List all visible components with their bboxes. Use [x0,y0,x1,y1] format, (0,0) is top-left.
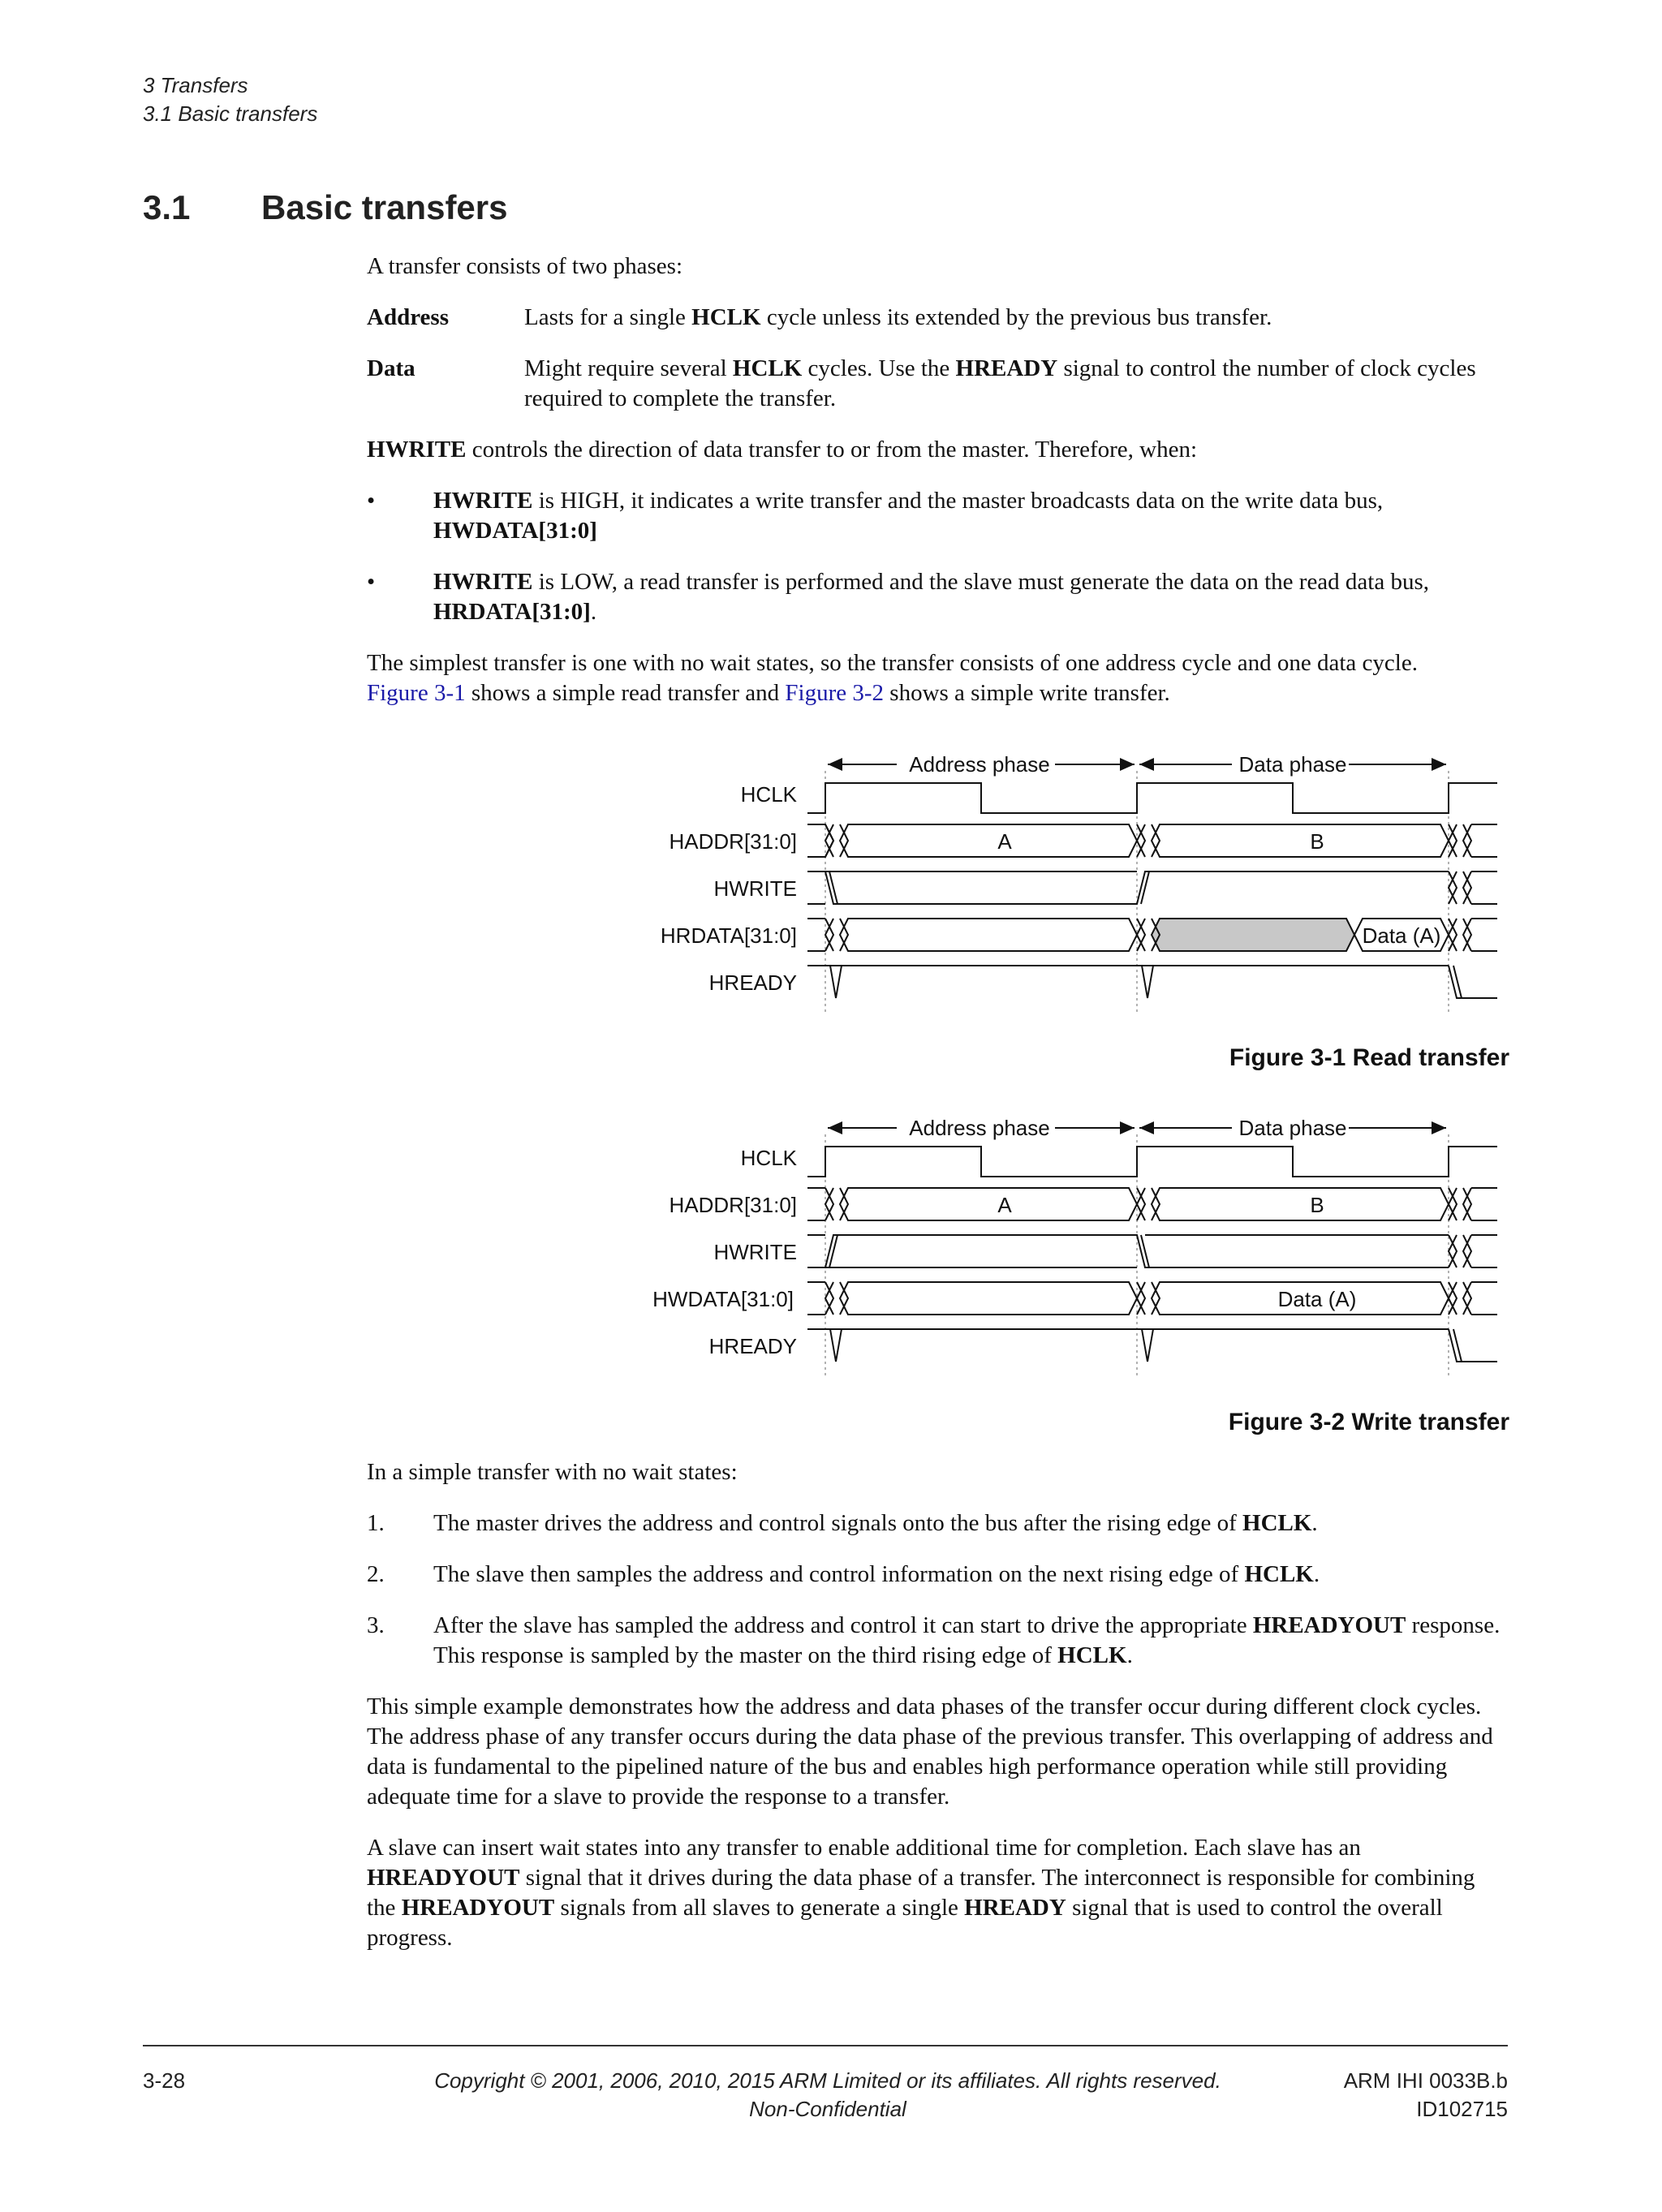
phase-description: Lasts for a single HCLK cycle unless its extended by the previous bus transfer. [524,304,1272,330]
bullet-text: HWRITE is HIGH, it indicates a write transfer and the master broadcasts data on the write data bus, HWDATA[31:0] [433,488,1384,544]
write-timing-diagram [625,1110,1509,1386]
haddr-waveform [807,824,1497,857]
bullet-marker: • [367,569,376,595]
bullet-item [367,486,1507,546]
header-section: 3.1 Basic transfers [143,101,318,126]
bullet-item [367,567,1507,627]
read-timing-diagram [625,747,1509,1022]
haddr-waveform [807,1188,1497,1220]
footer-copyright: Copyright © 2001, 2006, 2010, 2015 ARM Limited or its affiliates. All rights reserved. [434,2068,1221,2093]
hwrite-waveform [807,871,1497,904]
hready-waveform [807,966,1497,998]
footer-page-number: 3-28 [143,2068,186,2093]
section-number: 3.1 [143,188,191,226]
wait-states-paragraph: A slave can insert wait states into any transfer to enable additional time for completion. Each slave has an HREADYOUT signal that it drives during the data phase of a transfer. The interconnect is responsible for combining the HREADYOUT signals from all slaves to generate a single HREADY signal that is used to control the overall progress. [367,1835,1475,1951]
signal-label-hready: HREADY [708,970,797,995]
haddr-value-b: B [1310,829,1324,854]
intro-block [367,252,1507,708]
phase-term: Address [367,304,449,330]
phase-data-definition [367,354,1507,414]
hready-waveform [807,1329,1497,1362]
haddr-value-b: B [1310,1193,1324,1217]
signal-label-haddr: HADDR[31:0] [669,829,797,854]
signal-label-hclk: HCLK [740,782,797,807]
step-item [367,1560,1507,1590]
bullet-text: HWRITE is LOW, a read transfer is performed and the slave must generate the data on the read data bus, HRDATA[31:0]. [433,569,1430,625]
phase-address-definition [367,303,1507,333]
signal-label-hclk: HCLK [740,1146,797,1170]
phase-term: Data [367,355,416,381]
bullet-marker: • [367,488,376,514]
figure-read-transfer [625,747,1509,1022]
address-phase-label: Address phase [909,1116,1050,1140]
figure-write-transfer [625,1110,1509,1386]
phase-description: Might require several HCLK cycles. Use the HREADY signal to control the number of clock cycles required to complete the transfer. [524,355,1476,411]
example-paragraph: This simple example demonstrates how the address and data phases of the transfer occur during different clock cycles. The address phase of any transfer occurs during the data phase of the previous transfer. This overlapping of address and data is fundamental to the pipelined nature of the bus and enables high performance operation while still providing adequate time for a slave to provide the response to a transfer. [367,1693,1493,1810]
figure-3-2-link[interactable]: Figure 3-2 [785,680,885,706]
running-header [143,71,317,128]
hwrite-waveform [807,1235,1497,1267]
hrdata-value: Data (A) [1362,923,1441,948]
signal-label-hwdata: HWDATA[31:0] [652,1287,794,1311]
haddr-value-a: A [997,1193,1012,1217]
step-marker: 2. [367,1561,385,1587]
address-phase-label: Address phase [909,752,1050,777]
footer-doc-id: ARM IHI 0033B.b [1343,2068,1508,2093]
step-marker: 3. [367,1612,385,1638]
footer-issue-id: ID102715 [1416,2097,1508,2121]
signal-label-hrdata: HRDATA[31:0] [660,923,797,948]
signal-label-hwrite: HWRITE [713,1240,797,1264]
hwdata-waveform [807,1282,1497,1315]
hclk-waveform [807,783,1497,813]
haddr-value-a: A [997,829,1012,854]
footer-doc-info [1344,2067,1508,2124]
step-marker: 1. [367,1510,385,1536]
data-phase-label: Data phase [1238,1116,1347,1140]
footer-rule [143,2045,1508,2046]
step-item [367,1611,1507,1671]
step-text: The slave then samples the address and control information on the next rising edge of HCLK. [433,1561,1320,1587]
footer-center [357,2067,1298,2124]
figure-3-2-caption: Figure 3-2 Write transfer [1228,1409,1509,1435]
section-title: Basic transfers [261,188,508,226]
hclk-waveform [807,1147,1497,1177]
hwdata-value: Data (A) [1277,1287,1357,1311]
step-text: The master drives the address and control signals onto the bus after the rising edge of HCLK. [433,1510,1318,1536]
simplest-paragraph: The simplest transfer is one with no wait states, so the transfer consists of one address cycle and one data cycle. Figure 3-1 shows a simple read transfer and Figure 3-2 shows a simple write transfer. [367,650,1418,706]
data-phase-label: Data phase [1238,752,1347,777]
signal-label-hready: HREADY [708,1334,797,1358]
section-heading [143,188,508,227]
figure-3-1-link[interactable]: Figure 3-1 [367,680,466,706]
header-chapter: 3 Transfers [143,73,248,97]
figure-3-1-caption: Figure 3-1 Read transfer [1229,1044,1509,1071]
footer-confidentiality: Non-Confidential [749,2097,906,2121]
intro-paragraph: A transfer consists of two phases: [367,253,683,279]
step-item [367,1508,1507,1539]
no-wait-intro: In a simple transfer with no wait states: [367,1459,738,1485]
signal-label-hwrite: HWRITE [713,876,797,901]
hwrite-paragraph: HWRITE controls the direction of data transfer to or from the master. Therefore, when: [367,437,1198,463]
step-text: After the slave has sampled the address and control it can start to drive the appropriate HREADYOUT response. This response is sampled by the master on the third rising edge of HCLK. [433,1612,1501,1668]
lower-block [367,1457,1507,1953]
signal-label-haddr: HADDR[31:0] [669,1193,797,1217]
